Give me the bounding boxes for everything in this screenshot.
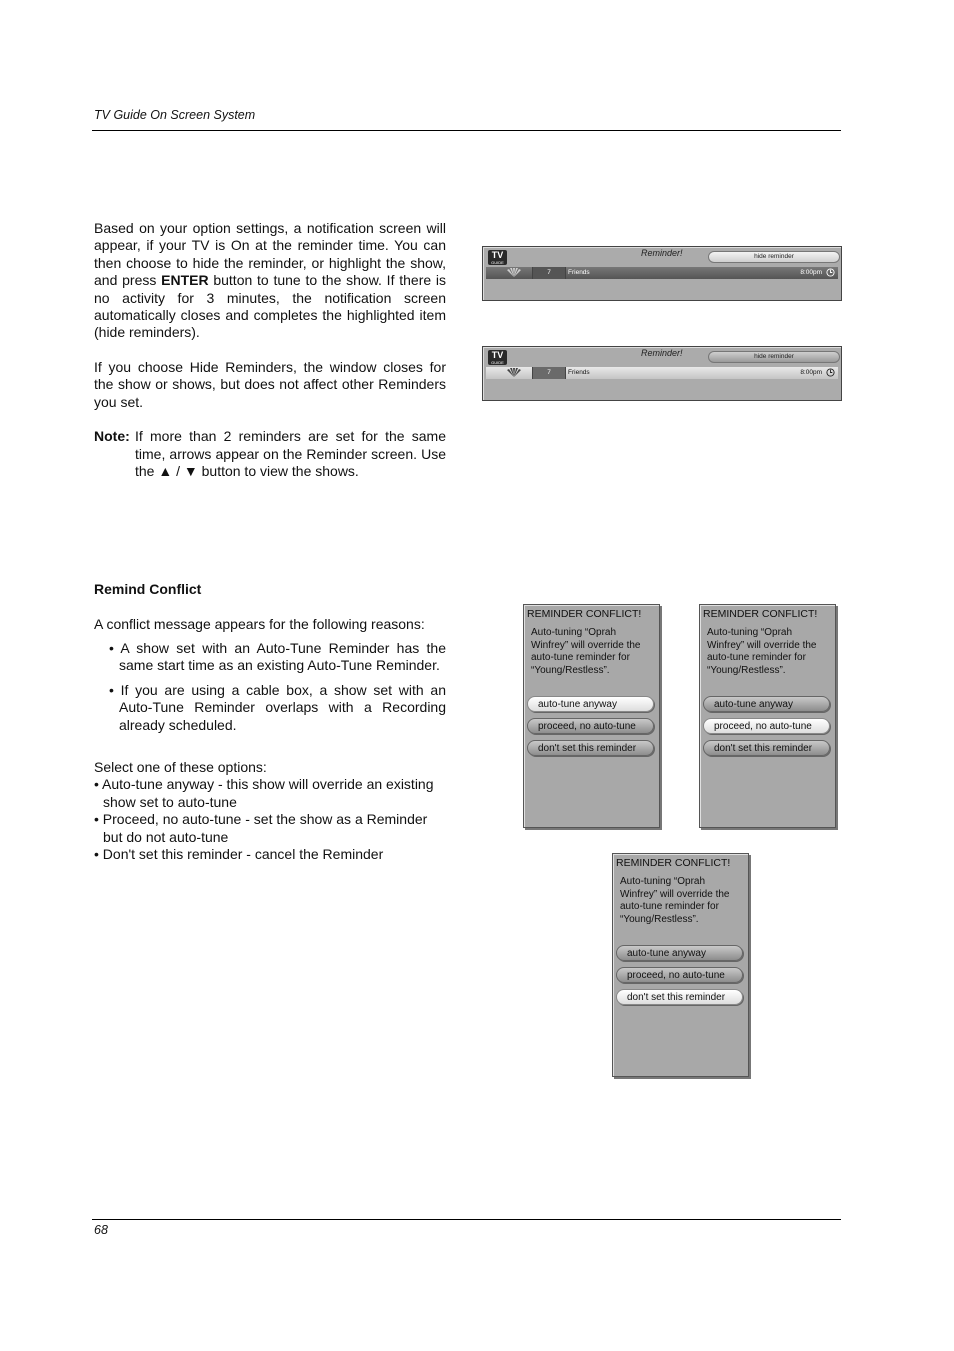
auto-tune-anyway-button[interactable]: auto-tune anyway (527, 696, 654, 712)
intro-paragraph-1 (94, 220, 446, 342)
auto-tune-anyway-button[interactable]: auto-tune anyway (616, 945, 743, 961)
list-item: • Don't set this reminder - cancel the Reminder (94, 846, 384, 863)
footer-rule (92, 1219, 841, 1220)
enter-key-label: ENTER (161, 272, 209, 289)
panel-message: Auto-tuning “Oprah Winfrey” will override the auto-tune reminder for “Young/Restless”. (620, 876, 730, 925)
running-header: TV Guide On Screen System (94, 108, 256, 122)
reminder-conflict-panel-1 (523, 604, 660, 828)
list-item: • Proceed, no auto-tune - set the show as a Reminder but do not auto-tune (94, 811, 428, 845)
intro-paragraph-2: If you choose Hide Reminders, the window closes for the show or shows, but does not affect other Reminders you set. (94, 359, 446, 410)
intro-text-a: Based on your option settings, a notification screen will appear, if your TV is On at the reminder time. You can then choose to hide the reminder, or highlight the show, and press (94, 220, 446, 289)
reminder-conflict-panel-3 (612, 853, 749, 1077)
section-heading-remind-conflict: Remind Conflict (94, 581, 202, 597)
reminder-show-row[interactable] (486, 367, 838, 379)
hide-reminder-button[interactable]: hide reminder (708, 251, 840, 263)
conflict-options-list (94, 759, 446, 863)
hide-reminder-button[interactable]: hide reminder (708, 351, 840, 363)
nbc-peacock-icon (504, 268, 524, 278)
panel-title: REMINDER CONFLICT! (527, 608, 642, 620)
panel-message: Auto-tuning “Oprah Winfrey” will override the auto-tune reminder for “Young/Restless”. (707, 627, 817, 676)
auto-tune-anyway-button[interactable]: auto-tune anyway (703, 696, 830, 712)
page-number: 68 (94, 1223, 108, 1237)
intro-text-b: button to tune to the show. If there is no activity for 3 minutes, the notification screen automatically closes and completes the highlighted item (hide reminders). (94, 272, 447, 341)
panel-title: REMINDER CONFLICT! (703, 608, 818, 620)
reminder-title: Reminder! (641, 248, 683, 258)
dont-set-reminder-button[interactable]: don't set this reminder (616, 989, 743, 1005)
show-title: Friends (568, 269, 590, 276)
reminder-conflict-panel-2 (699, 604, 836, 828)
reminder-banner-2 (482, 346, 842, 401)
reminder-banner-1 (482, 246, 842, 301)
conflict-reasons-list (94, 640, 446, 741)
list-item: • Auto-tune anyway - this show will override an existing show set to auto-tune (94, 776, 434, 810)
reminder-title: Reminder! (641, 348, 683, 358)
dont-set-reminder-button[interactable]: don't set this reminder (527, 740, 654, 756)
dont-set-reminder-button[interactable]: don't set this reminder (703, 740, 830, 756)
clock-icon (826, 368, 835, 377)
proceed-no-auto-tune-button[interactable]: proceed, no auto-tune (703, 718, 830, 734)
proceed-no-auto-tune-button[interactable]: proceed, no auto-tune (527, 718, 654, 734)
channel-number: 7 (532, 267, 566, 279)
list-item: • If you are using a cable box, a show set with an Auto-Tune Reminder overlaps with a Recording already scheduled. (109, 681, 446, 733)
proceed-no-auto-tune-button[interactable]: proceed, no auto-tune (616, 967, 743, 983)
show-title: Friends (568, 369, 590, 376)
show-time: 8:00pm (800, 369, 822, 376)
conflict-intro: A conflict message appears for the following reasons: (94, 616, 425, 632)
clock-icon (826, 268, 835, 277)
list-item: • A show set with an Auto-Tune Reminder has the same start time as an existing Auto-Tune Reminder. (109, 640, 446, 674)
panel-title: REMINDER CONFLICT! (616, 857, 731, 869)
show-time: 8:00pm (800, 269, 822, 276)
tv-guide-logo: TV GUIDE (488, 350, 507, 365)
select-options-text: Select one of these options: (94, 759, 267, 775)
reminder-show-row[interactable] (486, 267, 838, 279)
note-block (94, 428, 446, 481)
channel-number: 7 (532, 367, 566, 379)
note-text: If more than 2 reminders are set for the same time, arrows appear on the Reminder screen. Use the ▲ / ▼ button to view the shows. (135, 428, 446, 479)
nbc-peacock-icon (504, 368, 524, 378)
panel-message: Auto-tuning “Oprah Winfrey” will override the auto-tune reminder for “Young/Restless”. (531, 627, 641, 676)
tv-guide-logo: TV GUIDE (488, 250, 507, 265)
header-rule (92, 130, 841, 131)
note-label: Note: (94, 428, 130, 444)
